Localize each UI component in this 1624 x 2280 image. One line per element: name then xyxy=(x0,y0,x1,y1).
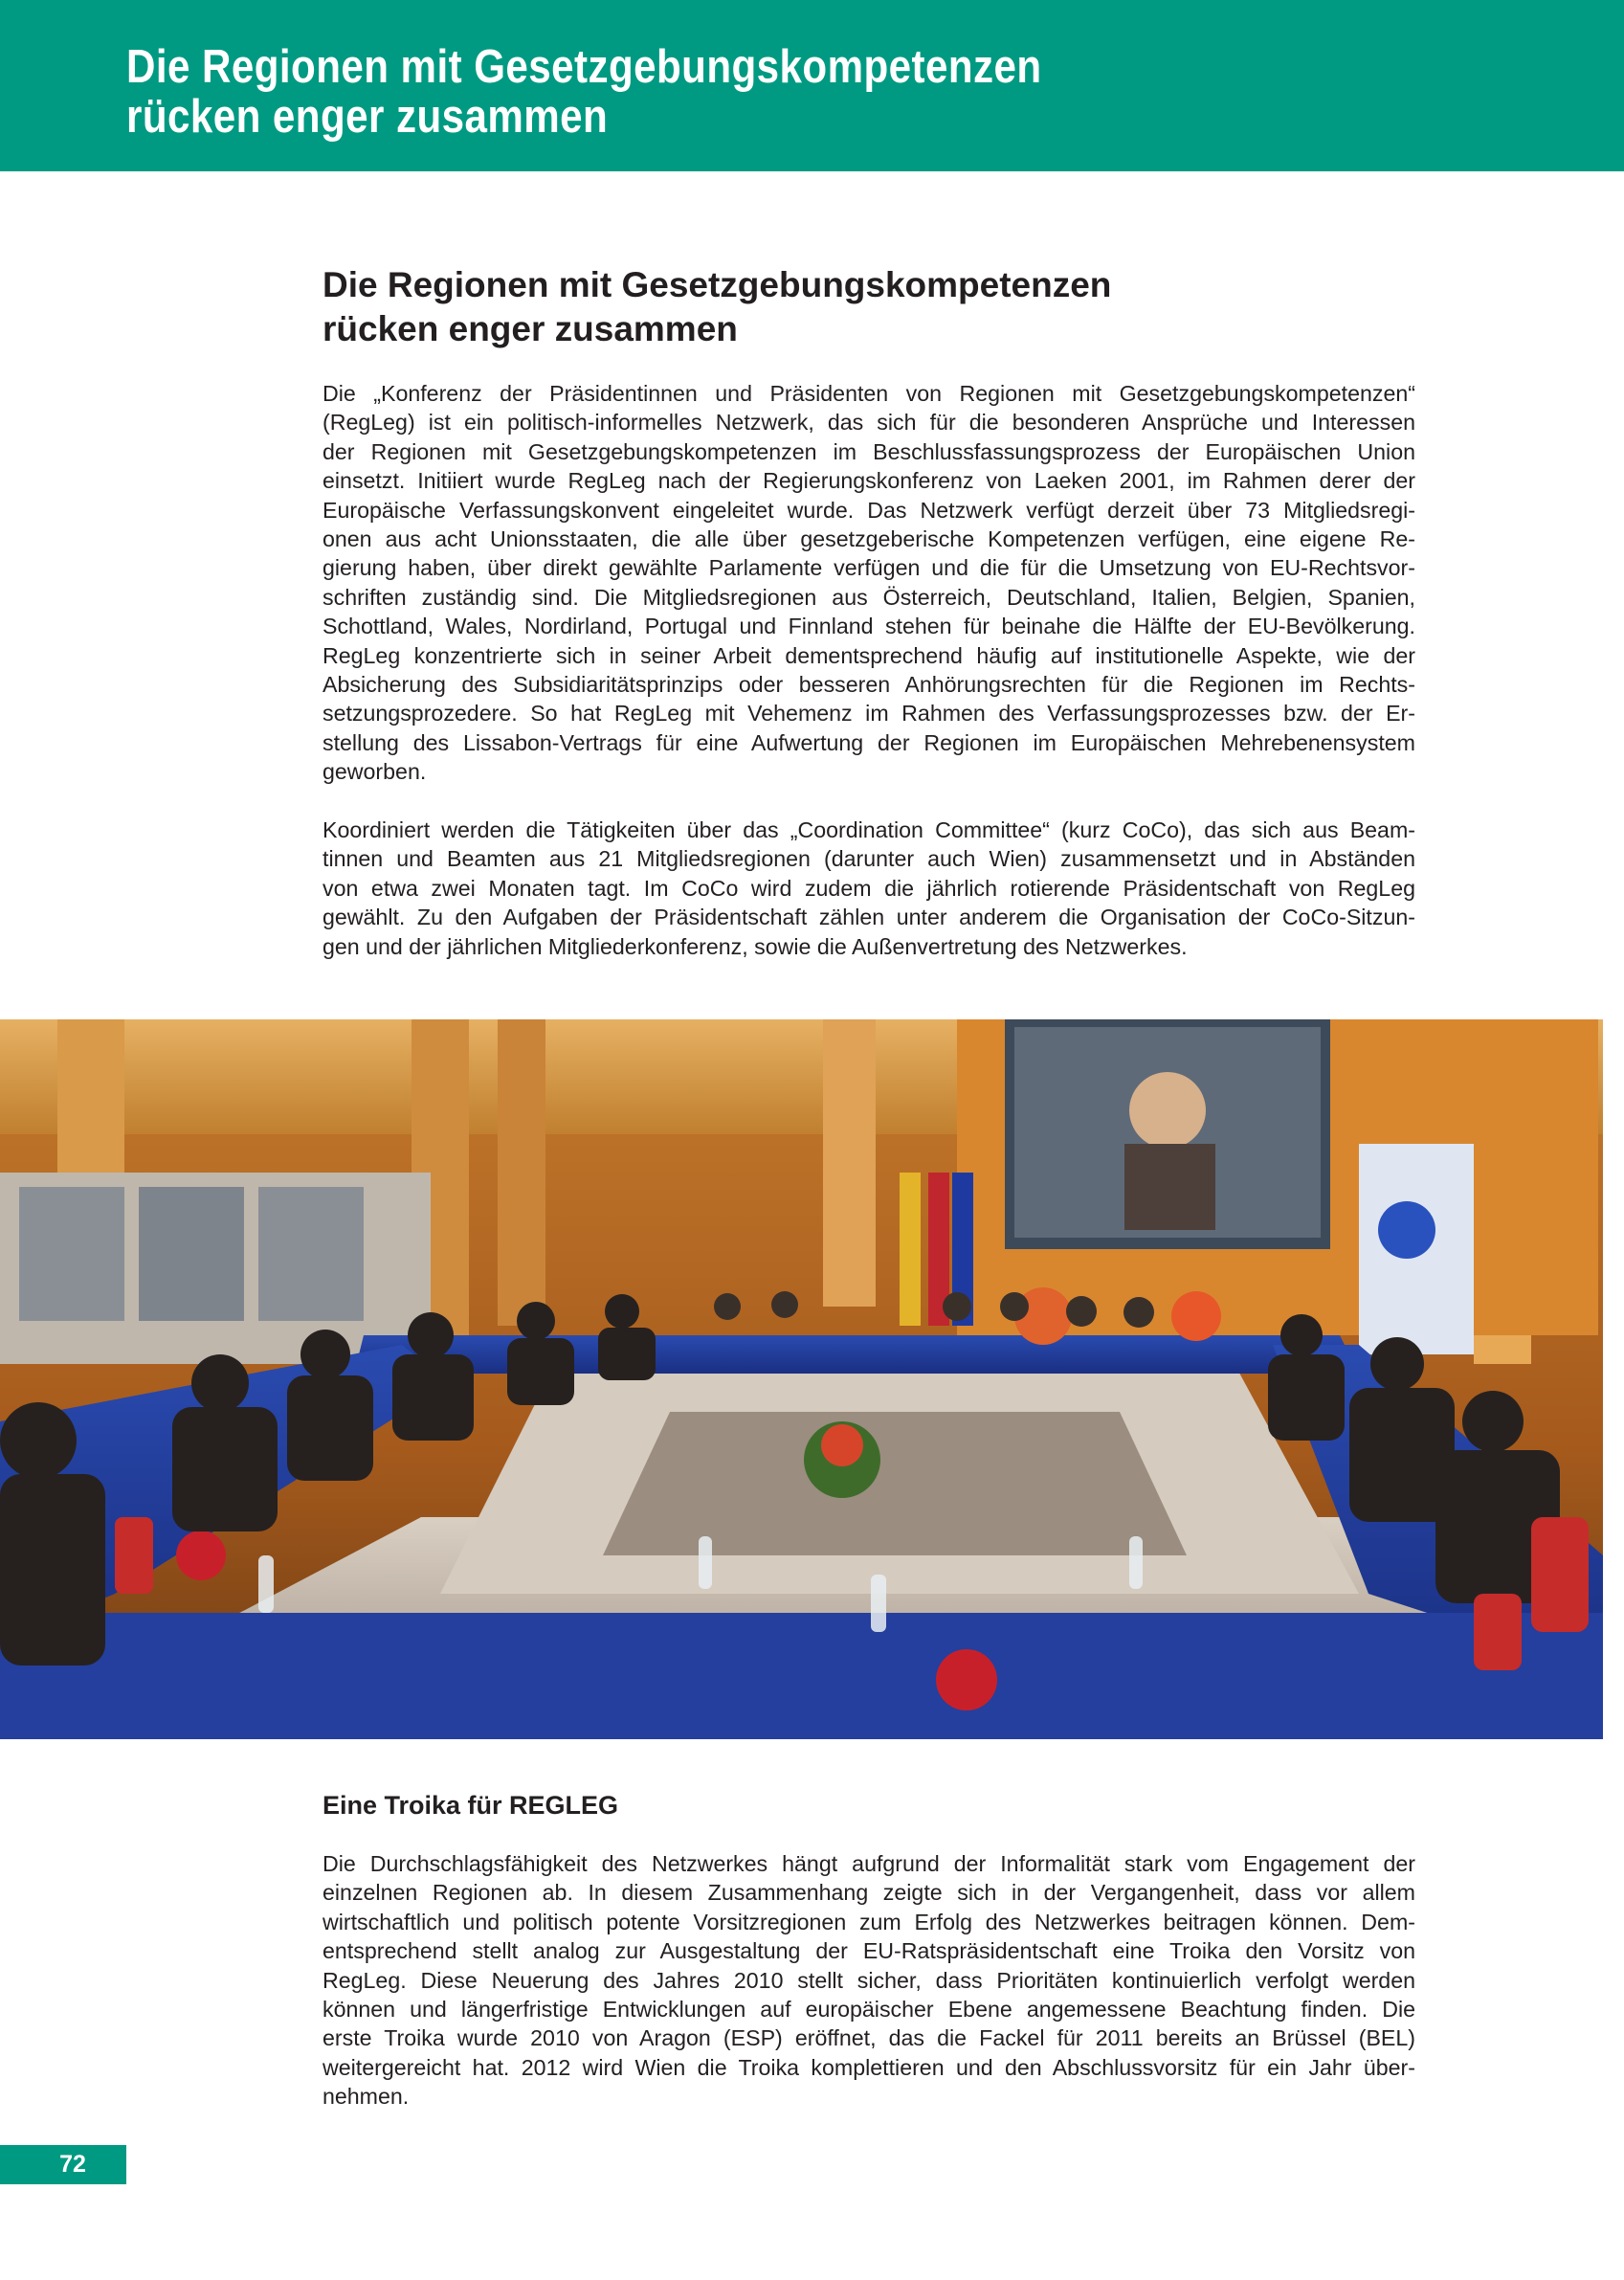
text-line: entsprechend stellt analog zur Ausgestaltung der EU-Ratspräsidentschaft eine Troika den Vorsitz von xyxy=(323,1938,1415,1964)
text-line: von etwa zwei Monaten tagt. Im CoCo wird zudem die jährlich rotierende Präsidentschaft von RegLeg xyxy=(323,875,1415,901)
text-line: RegLeg konzentrierte sich in seiner Arbeit dementsprechend häufig auf institutionelle Aspekte, wie der xyxy=(323,642,1415,668)
text-line: erste Troika wurde 2010 von Aragon (ESP) eröffnet, das die Fackel für 2011 bereits an Brüssel (BEL) xyxy=(323,2025,1415,2051)
text-line: setzungsprozedere. So hat RegLeg mit Vehemenz im Rahmen des Verfassungsprozesses bzw. der Er- xyxy=(323,701,1415,726)
header-title: Die Regionen mit Gesetzgebungskompetenzen rücken enger zusammen xyxy=(126,41,1042,143)
text-line: der Regionen mit Gesetzgebungskompetenzen im Beschlussfassungsprozess der Europäischen Union xyxy=(323,438,1415,464)
text-line: stellung des Lissabon-Vertrags für eine Aufwertung der Regionen im Europäischen Mehrebenensystem xyxy=(323,729,1415,755)
conference-photo-illustration xyxy=(0,1019,1603,1739)
article-title: Die Regionen mit Gesetzgebungskompetenzen rücken enger zusammen xyxy=(323,265,1112,348)
text-line: gierung haben, über direkt gewählte Parlamente verfügen und die für die Umsetzung von EU-Rechtsvor- xyxy=(323,555,1415,581)
text-line: RegLeg. Diese Neuerung des Jahres 2010 stellt sicher, dass Prioritäten kontinuierlich verfolgt werden xyxy=(323,1967,1415,1993)
paragraph-troika xyxy=(323,1849,1415,2112)
text-line: Schottland, Wales, Nordirland, Portugal und Finnland stehen für beinahe die Hälfte der EU-Bevölkerung. xyxy=(323,614,1415,639)
conference-photo xyxy=(0,1019,1603,1739)
text-line: einzelnen Regionen ab. In diesem Zusammenhang zeigte sich in der Vergangenheit, dass vor allem xyxy=(323,1880,1415,1906)
text-line: schriften zuständig sind. Die Mitgliedsregionen aus Österreich, Deutschland, Italien, Belgien, Spanien, xyxy=(323,584,1415,610)
text-line: tinnen und Beamten aus 21 Mitgliedsregionen (darunter auch Wien) zusammensetzt und in Abständen xyxy=(323,846,1415,872)
section-heading: Eine Troika für REGLEG xyxy=(323,1791,619,1820)
text-line: Die Durchschlagsfähigkeit des Netzwerkes hängt aufgrund der Informalität stark vom Engagement der xyxy=(323,1851,1415,1876)
text-line: können und längerfristige Entwicklungen auf europäischer Ebene angemessene Beachtung finden. Die xyxy=(323,1997,1415,2023)
paragraph-coco xyxy=(323,816,1415,961)
text-line: gen und der jährlichen Mitgliederkonferenz, sowie die Außenvertretung des Netzwerkes. xyxy=(323,933,1188,959)
text-line: nehmen. xyxy=(323,2084,410,2110)
paragraph-intro xyxy=(323,379,1415,787)
text-line: (RegLeg) ist ein politisch-informelles Netzwerk, das sich für die besonderen Ansprüche und Interessen xyxy=(323,410,1415,436)
page-number: 72 xyxy=(0,2145,126,2184)
text-line: weitergereicht hat. 2012 wird Wien die Troika komplettieren und den Abschlussvorsitz für ein Jahr über- xyxy=(323,2054,1415,2080)
header-band xyxy=(0,0,1624,171)
text-line: Die „Konferenz der Präsidentinnen und Präsidenten von Regionen mit Gesetzgebungskompetenzen“ xyxy=(323,381,1415,406)
text-line: onen aus acht Unionsstaaten, die alle über gesetzgeberische Kompetenzen verfügen, eine eigene Re- xyxy=(323,526,1415,552)
text-line: Absicherung des Subsidiaritätsprinzips oder besseren Anhörungsrechten für die Regionen im Rechts- xyxy=(323,672,1415,698)
text-line: Europäische Verfassungskonvent eingeleitet wurde. Das Netzwerk verfügt derzeit über 73 Mitgliedsregi- xyxy=(323,497,1415,523)
text-line: gewählt. Zu den Aufgaben der Präsidentschaft zählen unter anderem die Organisation der CoCo-Sitzun- xyxy=(323,905,1415,930)
text-line: wirtschaftlich und politisch potente Vorsitzregionen zum Erfolg des Netzwerkes beitragen können. Dem- xyxy=(323,1909,1415,1934)
text-line: Koordiniert werden die Tätigkeiten über das „Coordination Committee“ (kurz CoCo), das sich aus Beam- xyxy=(323,817,1415,842)
text-line: einsetzt. Initiiert wurde RegLeg nach der Regierungskonferenz von Laeken 2001, im Rahmen derer der xyxy=(323,468,1415,494)
text-line: geworben. xyxy=(323,759,427,785)
